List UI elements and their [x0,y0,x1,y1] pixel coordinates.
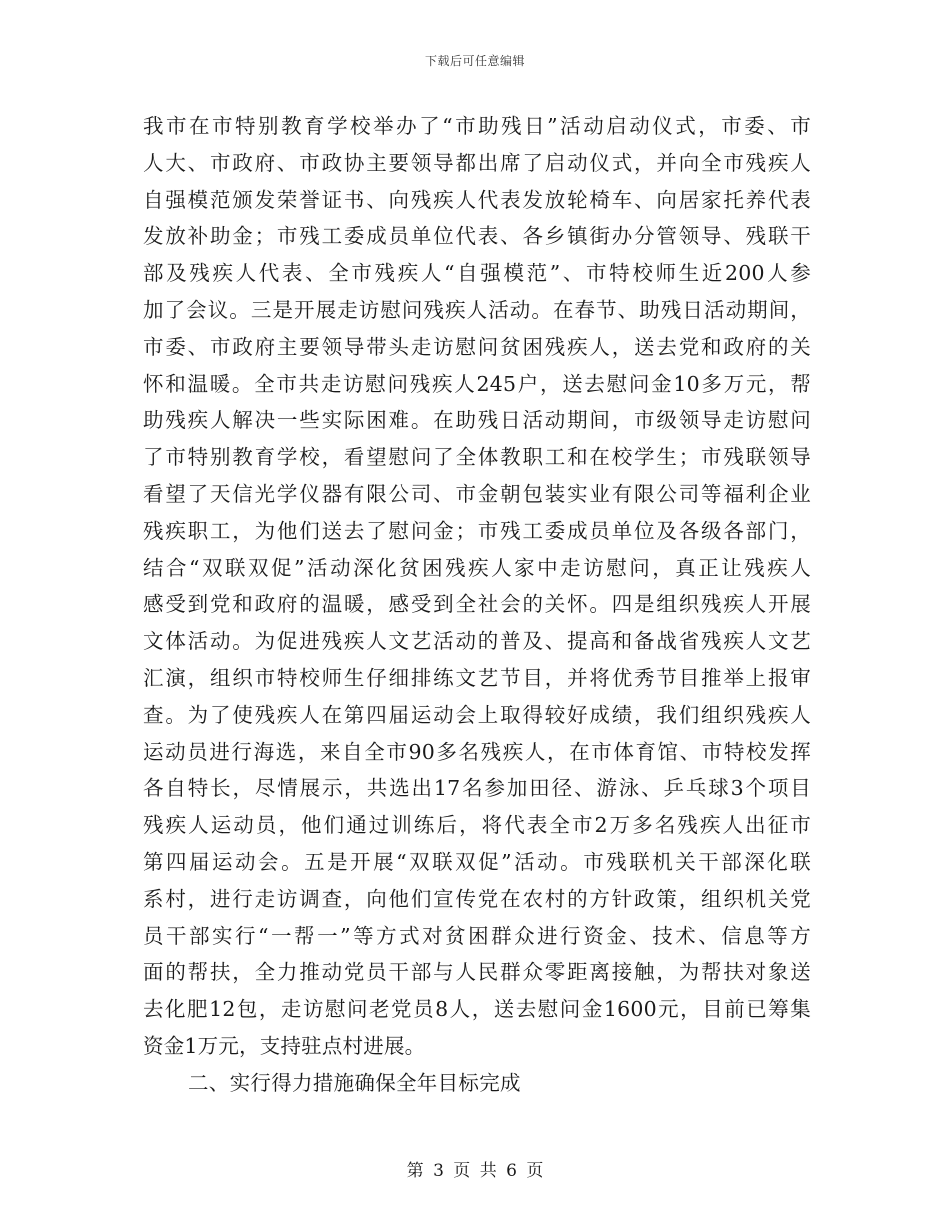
paragraph-line: 汇演，组织市特校师生仔细排练文艺节目，并将优秀节目推举上报审 [143,665,811,690]
paragraph-line: 助残疾人解决一些实际困难。在助残日活动期间，市级领导走访慰问 [143,408,811,433]
paragraph-line: 加了会议。三是开展走访慰问残疾人活动。在春节、助残日活动期间， [143,297,811,322]
document-body [143,108,811,1102]
paragraph-line: 结合“双联双促”活动深化贫困残疾人家中走访慰问，真正让残疾人 [143,555,811,580]
paragraph-line: 查。为了使残疾人在第四届运动会上取得较好成绩，我们组织残疾人 [143,702,811,727]
paragraph-line: 市委、市政府主要领导带头走访慰问贫困残疾人，送去党和政府的关 [143,334,811,359]
page-header: 下载后可任意编辑 [424,54,525,68]
page-number: 第 3 页 共 6 页 [406,1161,544,1181]
paragraph-line: 面的帮扶，全力推动党员干部与人民群众零距离接触，为帮扶对象送 [143,960,811,985]
paragraph-line: 残疾人运动员，他们通过训练后，将代表全市2万多名残疾人出征市 [143,813,811,838]
paragraph-line: 自强模范颁发荣誉证书、向残疾人代表发放轮椅车、向居家托养代表 [143,187,811,212]
paragraph-line: 感受到党和政府的温暖，感受到全社会的关怀。四是组织残疾人开展 [143,592,811,617]
section-heading: 二、实行得力措施确保全年目标完成 [188,1070,521,1095]
paragraph-line: 看望了天信光学仪器有限公司、市金朝包装实业有限公司等福利企业 [143,481,811,506]
paragraph-line: 怀和温暖。全市共走访慰问残疾人245户，送去慰问金10多万元，帮 [143,371,811,396]
paragraph-line: 运动员进行海选，来自全市90多名残疾人，在市体育馆、市特校发挥 [143,739,811,764]
paragraph-line: 第四届运动会。五是开展“双联双促”活动。市残联机关干部深化联 [143,849,811,874]
paragraph-line: 员干部实行“一帮一”等方式对贫困群众进行资金、技术、信息等方 [143,923,811,948]
paragraph-line: 残疾职工，为他们送去了慰问金；市残工委成员单位及各级各部门， [143,518,811,543]
paragraph-line: 资金1万元，支持驻点村进展。 [143,1033,426,1058]
paragraph-line: 部及残疾人代表、全市残疾人“自强模范”、市特校师生近200人参 [143,261,811,286]
paragraph-line: 发放补助金；市残工委成员单位代表、各乡镇街办分管领导、残联干 [143,224,811,249]
paragraph-line: 了市特别教育学校，看望慰问了全体教职工和在校学生；市残联领导 [143,445,811,470]
paragraph-line: 去化肥12包，走访慰问老党员8人，送去慰问金1600元，目前已筹集 [143,997,811,1022]
paragraph-line: 文体活动。为促进残疾人文艺活动的普及、提高和备战省残疾人文艺 [143,629,811,654]
paragraph-line: 各自特长，尽情展示，共选出17名参加田径、游泳、乒乓球3个项目 [143,776,811,801]
paragraph-line: 人大、市政府、市政协主要领导都出席了启动仪式，并向全市残疾人 [143,150,811,175]
paragraph-line: 系村，进行走访调查，向他们宣传党在农村的方针政策，组织机关党 [143,886,811,911]
paragraph-line: 我市在市特别教育学校举办了“市助残日”活动启动仪式，市委、市 [143,114,811,138]
